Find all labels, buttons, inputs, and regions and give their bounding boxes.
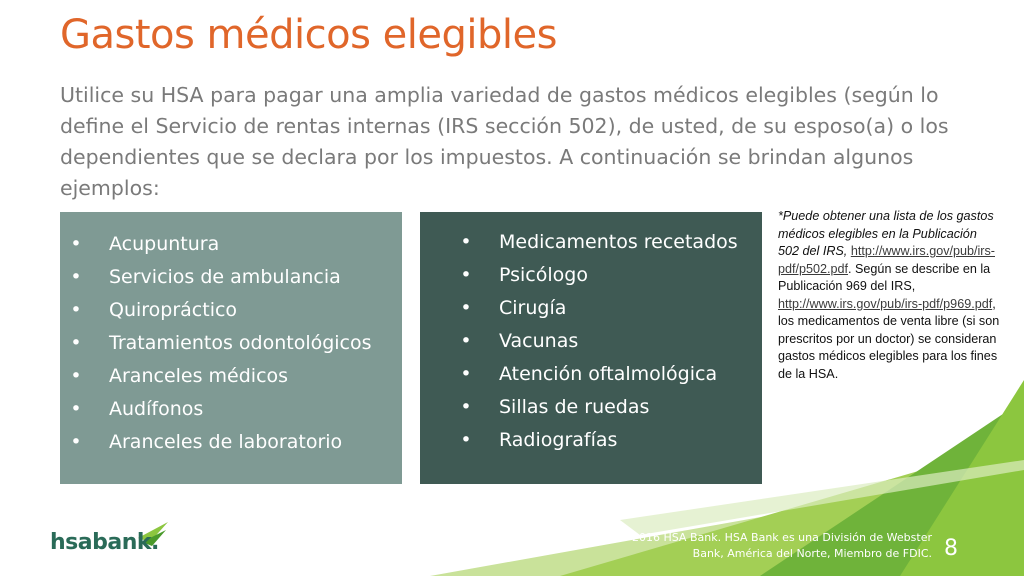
irs-pub-502-link[interactable]: http://www.irs.gov/pub/irs-pdf/p502.pdf [778, 244, 995, 276]
left-expense-item [70, 261, 402, 294]
publication-note [778, 208, 1000, 383]
bullet-icon: • [70, 398, 82, 420]
left-expense-item-label: Tratamientos odontológicos [109, 332, 372, 354]
bullet-icon: • [70, 233, 82, 255]
hsa-bank-logo [50, 520, 170, 560]
right-expense-item [460, 259, 762, 292]
bullet-icon: • [70, 431, 82, 453]
left-expense-item-label: Quiropráctico [109, 299, 238, 321]
right-expense-box [420, 212, 762, 484]
left-expense-item [70, 426, 402, 459]
page-number: 8 [944, 536, 958, 561]
logo-bank: bank [92, 530, 151, 555]
right-expense-item-label: Radiografías [499, 429, 618, 451]
left-expense-list [70, 228, 402, 459]
bullet-icon: • [460, 330, 472, 352]
bullet-icon: • [460, 429, 472, 451]
slide-title: Gastos médicos elegibles [60, 12, 557, 58]
bullet-icon: • [460, 396, 472, 418]
right-expense-item [460, 325, 762, 358]
copyright-footer: © 2016 HSA Bank. HSA Bank es una División de Webster Bank, América del Norte, Miembro de FDIC. [617, 531, 932, 560]
bullet-icon: • [460, 231, 472, 253]
note-end: , los medicamentos de venta libre (si son prescritos por un doctor) se consideran gastos médicos elegibles para los fines de la HSA. [778, 296, 1000, 381]
right-expense-item [460, 358, 762, 391]
bullet-icon: • [70, 299, 82, 321]
right-expense-item-label: Vacunas [499, 330, 579, 352]
right-expense-item-label: Sillas de ruedas [499, 396, 650, 418]
right-expense-item-label: Medicamentos recetados [499, 231, 738, 253]
note-intro: *Puede obtener una lista de los gastos médicos elegibles en la Publicación 502 del IRS, [778, 209, 994, 258]
right-expense-item [460, 391, 762, 424]
left-expense-item-label: Audífonos [109, 398, 204, 420]
bullet-icon: • [460, 363, 472, 385]
left-expense-item-label: Acupuntura [109, 233, 220, 255]
left-expense-item-label: Aranceles de laboratorio [109, 431, 343, 453]
left-expense-item [70, 360, 402, 393]
right-expense-item [460, 226, 762, 259]
bullet-icon: • [460, 264, 472, 286]
left-expense-box [60, 212, 402, 484]
bullet-icon: • [460, 297, 472, 319]
right-expense-list [460, 226, 762, 457]
left-expense-item [70, 228, 402, 261]
right-expense-item-label: Cirugía [499, 297, 567, 319]
left-expense-item [70, 393, 402, 426]
right-expense-item-label: Atención oftalmológica [499, 363, 718, 385]
intro-paragraph: Utilice su HSA para pagar una amplia variedad de gastos médicos elegibles (según lo define el Servicio de rentas internas (IRS sección 502), de usted, de su esposo(a) o los dependientes que se declara por los impuestos. A continuación se brindan algunos ejemplos: [60, 83, 949, 200]
left-expense-item-label: Aranceles médicos [109, 365, 289, 387]
right-expense-item [460, 424, 762, 457]
bullet-icon: • [70, 365, 82, 387]
left-expense-item [70, 327, 402, 360]
logo-dot: . [151, 530, 159, 555]
left-expense-item-label: Servicios de ambulancia [109, 266, 341, 288]
bullet-icon: • [70, 332, 82, 354]
bullet-icon: • [70, 266, 82, 288]
note-middle: . Según se describe en la Publicación 969 del IRS, [778, 261, 991, 293]
logo-hsa: hsa [50, 530, 93, 555]
right-expense-item [460, 292, 762, 325]
logo-wordmark [50, 530, 159, 555]
left-expense-item [70, 294, 402, 327]
irs-pub-969-link[interactable]: http://www.irs.gov/pub/irs-pdf/p969.pdf [778, 296, 993, 311]
right-expense-item-label: Psicólogo [499, 264, 588, 286]
